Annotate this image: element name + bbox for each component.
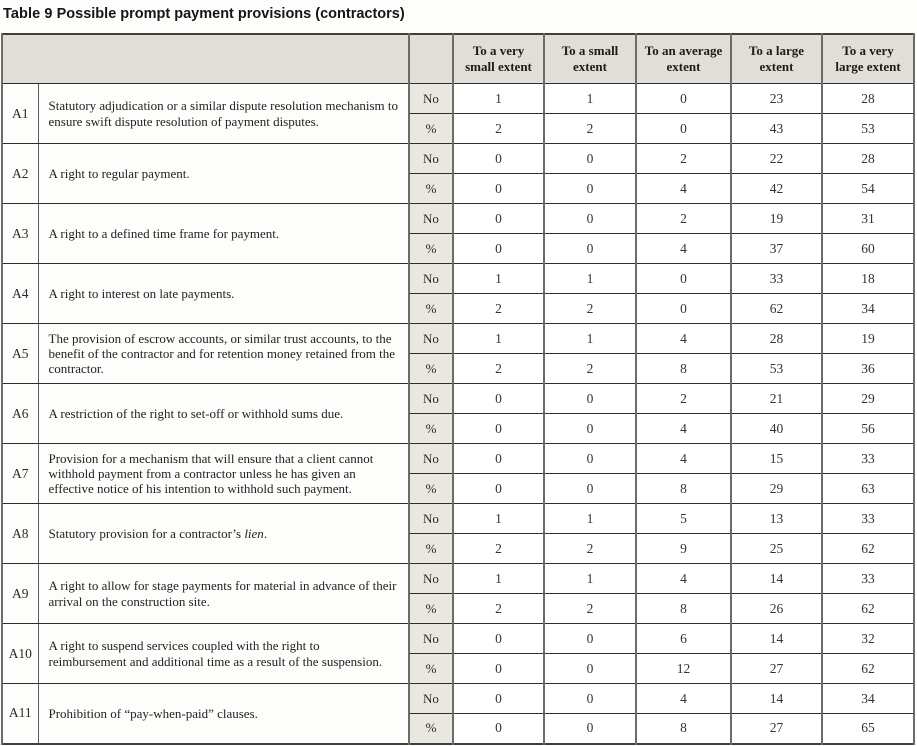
value-no-col3: 4: [636, 444, 731, 474]
table-row-a5-no: [2, 324, 914, 354]
value-no-col1: 0: [453, 444, 544, 474]
row-type-no: No: [409, 564, 453, 594]
value-no-col1: 1: [453, 84, 544, 114]
table-row-a3-no: [2, 204, 914, 234]
value-pct-col3: 0: [636, 294, 731, 324]
value-no-col5: 33: [822, 444, 914, 474]
value-pct-col1: 0: [453, 234, 544, 264]
value-pct-col3: 4: [636, 174, 731, 204]
value-no-col1: 0: [453, 624, 544, 654]
table-title-text: Possible prompt payment provisions (contractors): [56, 6, 405, 22]
value-pct-col2: 0: [544, 234, 636, 264]
value-pct-col2: 2: [544, 114, 636, 144]
table-row-a10-no: [2, 624, 914, 654]
value-pct-col5: 62: [822, 534, 914, 564]
table-row-a2-no: [2, 144, 914, 174]
value-no-col5: 28: [822, 84, 914, 114]
row-description: A right to interest on late payments.: [38, 264, 409, 324]
row-id: A5: [2, 324, 38, 384]
row-type-pct: %: [409, 234, 453, 264]
header-col-small-extent: To a small extent: [544, 34, 636, 84]
value-pct-col5: 56: [822, 414, 914, 444]
value-pct-col3: 0: [636, 114, 731, 144]
value-no-col2: 0: [544, 384, 636, 414]
row-id: A9: [2, 564, 38, 624]
value-no-col1: 1: [453, 504, 544, 534]
value-pct-col4: 27: [731, 714, 822, 744]
value-no-col5: 33: [822, 504, 914, 534]
value-pct-col4: 40: [731, 414, 822, 444]
value-no-col2: 1: [544, 564, 636, 594]
row-id: A2: [2, 144, 38, 204]
row-type-no: No: [409, 324, 453, 354]
value-no-col2: 1: [544, 324, 636, 354]
row-description: A right to a defined time frame for payment.: [38, 204, 409, 264]
table-row-a4-no: [2, 264, 914, 294]
value-pct-col1: 0: [453, 714, 544, 744]
value-pct-col5: 60: [822, 234, 914, 264]
value-pct-col4: 27: [731, 654, 822, 684]
value-no-col1: 1: [453, 264, 544, 294]
value-no-col2: 0: [544, 204, 636, 234]
value-no-col3: 6: [636, 624, 731, 654]
value-pct-col3: 8: [636, 594, 731, 624]
value-no-col4: 23: [731, 84, 822, 114]
value-no-col1: 1: [453, 564, 544, 594]
value-pct-col5: 65: [822, 714, 914, 744]
table-body: [2, 84, 914, 744]
value-pct-col1: 2: [453, 534, 544, 564]
value-pct-col2: 2: [544, 534, 636, 564]
value-pct-col2: 0: [544, 414, 636, 444]
row-type-no: No: [409, 144, 453, 174]
value-no-col1: 0: [453, 204, 544, 234]
row-type-pct: %: [409, 414, 453, 444]
value-no-col3: 2: [636, 144, 731, 174]
value-no-col5: 31: [822, 204, 914, 234]
table-title-number: Table 9: [3, 6, 53, 22]
value-no-col4: 15: [731, 444, 822, 474]
value-pct-col4: 37: [731, 234, 822, 264]
value-pct-col5: 34: [822, 294, 914, 324]
value-pct-col2: 2: [544, 594, 636, 624]
row-description: A right to regular payment.: [38, 144, 409, 204]
value-no-col3: 5: [636, 504, 731, 534]
value-no-col2: 0: [544, 144, 636, 174]
table-row-a9-no: [2, 564, 914, 594]
value-no-col2: 0: [544, 444, 636, 474]
value-no-col4: 21: [731, 384, 822, 414]
value-pct-col2: 0: [544, 474, 636, 504]
value-pct-col1: 2: [453, 114, 544, 144]
header-col-large-extent: To a large extent: [731, 34, 822, 84]
value-no-col1: 1: [453, 324, 544, 354]
table-title: [3, 6, 405, 22]
row-type-no: No: [409, 444, 453, 474]
row-type-no: No: [409, 264, 453, 294]
value-no-col3: 4: [636, 564, 731, 594]
value-pct-col3: 8: [636, 714, 731, 744]
row-description: A right to allow for stage payments for material in advance of their arrival on the construction site.: [38, 564, 409, 624]
row-type-no: No: [409, 684, 453, 714]
value-pct-col4: 26: [731, 594, 822, 624]
value-pct-col3: 8: [636, 354, 731, 384]
table-row-a1-no: [2, 84, 914, 114]
row-description: [38, 504, 409, 564]
row-type-pct: %: [409, 114, 453, 144]
value-pct-col1: 0: [453, 174, 544, 204]
row-type-pct: %: [409, 654, 453, 684]
value-no-col5: 32: [822, 624, 914, 654]
table-row-a6-no: [2, 384, 914, 414]
value-pct-col4: 53: [731, 354, 822, 384]
value-pct-col2: 0: [544, 174, 636, 204]
row-id: A7: [2, 444, 38, 504]
row-type-pct: %: [409, 594, 453, 624]
row-type-pct: %: [409, 474, 453, 504]
value-pct-col2: 0: [544, 654, 636, 684]
row-id: A6: [2, 384, 38, 444]
value-pct-col5: 63: [822, 474, 914, 504]
row-description: A right to suspend services coupled with the right to reimbursement and additional time as a result of the suspension.: [38, 624, 409, 684]
description-part: .: [263, 525, 268, 541]
row-description: A restriction of the right to set-off or withhold sums due.: [38, 384, 409, 444]
row-type-pct: %: [409, 354, 453, 384]
row-type-no: No: [409, 84, 453, 114]
value-pct-col5: 36: [822, 354, 914, 384]
value-no-col2: 1: [544, 504, 636, 534]
value-no-col5: 29: [822, 384, 914, 414]
value-pct-col4: 42: [731, 174, 822, 204]
row-type-pct: %: [409, 534, 453, 564]
value-pct-col5: 62: [822, 594, 914, 624]
row-type-no: No: [409, 624, 453, 654]
description-italic-part: lien: [244, 525, 264, 541]
value-no-col5: 18: [822, 264, 914, 294]
value-no-col3: 0: [636, 84, 731, 114]
value-no-col1: 0: [453, 144, 544, 174]
value-pct-col3: 9: [636, 534, 731, 564]
value-pct-col2: 2: [544, 354, 636, 384]
header-col-average-extent: To an average extent: [636, 34, 731, 84]
value-pct-col1: 0: [453, 474, 544, 504]
description-part: Statutory provision for a contractor’s: [48, 525, 245, 541]
value-pct-col5: 54: [822, 174, 914, 204]
value-no-col4: 13: [731, 504, 822, 534]
row-description: Prohibition of “pay-when-paid” clauses.: [38, 684, 409, 744]
header-row: [2, 34, 914, 84]
value-pct-col3: 12: [636, 654, 731, 684]
value-no-col3: 2: [636, 204, 731, 234]
row-id: A3: [2, 204, 38, 264]
value-no-col4: 22: [731, 144, 822, 174]
table-row-a7-no: [2, 444, 914, 474]
value-no-col2: 1: [544, 264, 636, 294]
value-pct-col1: 0: [453, 654, 544, 684]
value-pct-col1: 2: [453, 594, 544, 624]
value-no-col1: 0: [453, 384, 544, 414]
value-pct-col2: 2: [544, 294, 636, 324]
row-type-pct: %: [409, 294, 453, 324]
value-no-col4: 33: [731, 264, 822, 294]
row-id: A8: [2, 504, 38, 564]
row-description: Statutory adjudication or a similar dispute resolution mechanism to ensure swift dispute resolution of payment disputes.: [38, 84, 409, 144]
header-empty-description: [2, 34, 409, 84]
row-type-no: No: [409, 504, 453, 534]
value-no-col3: 0: [636, 264, 731, 294]
value-no-col4: 14: [731, 684, 822, 714]
row-id: A11: [2, 684, 38, 744]
header-empty-type: [409, 34, 453, 84]
survey-table: [1, 33, 915, 745]
value-no-col2: 0: [544, 624, 636, 654]
value-no-col4: 14: [731, 624, 822, 654]
table-row-a11-no: [2, 684, 914, 714]
value-no-col4: 19: [731, 204, 822, 234]
value-pct-col3: 4: [636, 234, 731, 264]
value-pct-col4: 25: [731, 534, 822, 564]
table-header: [2, 34, 914, 84]
value-no-col3: 4: [636, 684, 731, 714]
value-pct-col3: 8: [636, 474, 731, 504]
value-no-col3: 4: [636, 324, 731, 354]
row-type-no: No: [409, 384, 453, 414]
value-pct-col4: 29: [731, 474, 822, 504]
value-pct-col2: 0: [544, 714, 636, 744]
row-id: A10: [2, 624, 38, 684]
row-description: Provision for a mechanism that will ensure that a client cannot withhold payment from a contractor unless he has given an effective notice of his intention to withhold such payment.: [38, 444, 409, 504]
value-no-col4: 14: [731, 564, 822, 594]
value-pct-col3: 4: [636, 414, 731, 444]
value-pct-col1: 0: [453, 414, 544, 444]
row-type-no: No: [409, 204, 453, 234]
row-id: A1: [2, 84, 38, 144]
value-no-col2: 0: [544, 684, 636, 714]
row-id: A4: [2, 264, 38, 324]
value-pct-col1: 2: [453, 354, 544, 384]
value-no-col2: 1: [544, 84, 636, 114]
row-description: The provision of escrow accounts, or similar trust accounts, to the benefit of the contractor and for retention money retained from the contractor.: [38, 324, 409, 384]
row-type-pct: %: [409, 174, 453, 204]
value-no-col3: 2: [636, 384, 731, 414]
value-no-col4: 28: [731, 324, 822, 354]
row-type-pct: %: [409, 714, 453, 744]
value-pct-col4: 43: [731, 114, 822, 144]
header-col-very-large-extent: To a very large extent: [822, 34, 914, 84]
value-no-col5: 19: [822, 324, 914, 354]
value-pct-col5: 62: [822, 654, 914, 684]
header-col-very-small-extent: To a very small extent: [453, 34, 544, 84]
value-pct-col5: 53: [822, 114, 914, 144]
value-no-col5: 33: [822, 564, 914, 594]
value-no-col5: 34: [822, 684, 914, 714]
table-row-a8-no: [2, 504, 914, 534]
value-pct-col4: 62: [731, 294, 822, 324]
value-pct-col1: 2: [453, 294, 544, 324]
value-no-col1: 0: [453, 684, 544, 714]
value-no-col5: 28: [822, 144, 914, 174]
